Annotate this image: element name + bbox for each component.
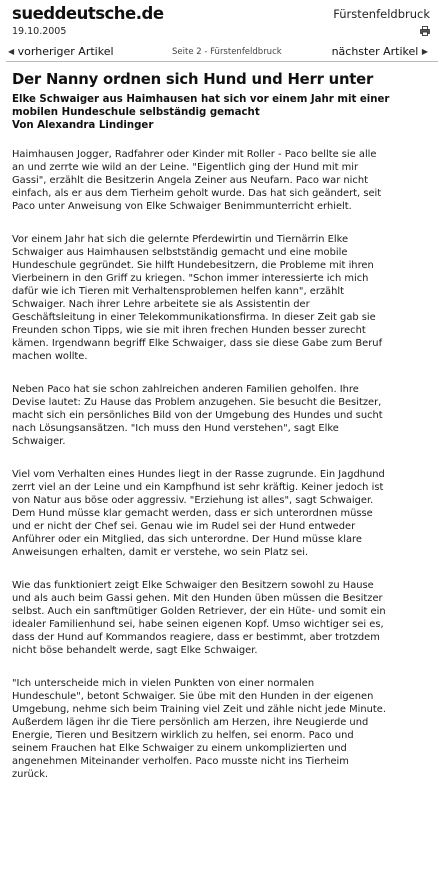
article-title: Der Nanny ordnen sich Hund und Herr unter [12, 71, 374, 88]
paragraph-line: Viel vom Verhalten eines Hundes liegt in der Rasse zugrunde. Ein Jagdhund [12, 469, 385, 481]
article-body [12, 148, 440, 781]
nav-divider [6, 61, 438, 62]
paragraph-line: an und zerrte wie wild an der Leine. "Eigentlich ging der Hund mit mir [12, 162, 359, 174]
article-paragraph [12, 677, 440, 781]
paragraph-line: Schwaiger. [12, 436, 66, 448]
paragraph-line: Dem Hund müsse klar gemacht werden, dass er sich unterordnen müsse [12, 508, 373, 520]
paragraph-line: nicht böse behandelt werde, sagt Elke Schwaiger. [12, 645, 258, 657]
paragraph-line: Energie, Tieren und Besitzern wirklich zu helfen, sei enorm. Paco und [12, 730, 354, 742]
paragraph-line: Hundeschule gegründet. Sie hilft Hundebesitzern, die Probleme mit ihren [12, 260, 374, 272]
paragraph-line: machen wollte. [12, 351, 88, 363]
paragraph-line: angenehmen Miteinander verholfen. Paco musste nicht ins Tierheim [12, 756, 349, 768]
paragraph-line: seinem Frauchen hat Elke Schwaiger zu einem unkomplizierten und [12, 743, 347, 755]
paragraph-line: einfach, als er aus dem Tierheim geholt wurde. Das hat sich geändert, seit [12, 188, 382, 200]
site-logo[interactable]: sueddeutsche.de [12, 4, 164, 23]
date-row [6, 26, 440, 39]
paragraph-line: Devise lautet: Zu Hause das Problem anzugehen. Sie besucht die Besitzer, [12, 397, 382, 409]
paragraph-line: und er nicht der Chef sei. Genau wie im Rudel sei der Hund entweder [12, 521, 356, 533]
paragraph-line: zurück. [12, 769, 49, 781]
paragraph-line: Außerdem lägen ihr die Tiere persönlich am Herzen, ihre Neugierde und [12, 717, 369, 729]
paragraph-line: Paco unter Anweisung von Elke Schwaiger Benimmunterricht erhielt. [12, 201, 352, 213]
article-paragraph [12, 383, 440, 448]
lead-line: mobilen Hundeschule selbständig gemacht [12, 106, 260, 118]
printer-icon[interactable] [420, 26, 430, 36]
paragraph-line: Vierbeinern in den Griff zu kriegen. "Schon immer interessierte ich mich [12, 273, 369, 285]
paragraph-line: "Ich unterscheide mich in vielen Punkten von einer normalen [12, 678, 315, 690]
paragraph-line: Geschäftsleitung in einer Telekommunikationsfirma. In dieser Zeit gab sie [12, 312, 376, 324]
paragraph-line: und als auch beim Gassi gehen. Mit den Hunden üben müssen die Besitzer [12, 593, 383, 605]
article-paragraph [12, 468, 440, 559]
article-paragraph [12, 233, 440, 363]
paragraph-line: kämen. Irgendwann begriff Elke Schwaiger, dass sie diese Gabe zum Beruf [12, 338, 383, 350]
publication-date: 19.10.2005 [12, 26, 67, 37]
paragraph-line: zerrt viel an der Leine und ein Kampfhund ist sehr kräftig. Keiner jedoch ist [12, 482, 384, 494]
lead-line: Elke Schwaiger aus Haimhausen hat sich vor einem Jahr mit einer [12, 94, 390, 105]
arrow-right-icon: ▶ [421, 47, 428, 56]
paragraph-line: Schwaiger aus Haimhausen selbstständig gemacht und eine mobile [12, 247, 348, 259]
paragraph-line: Hundeschule", betont Schwaiger. Sie übe mit den Hunden in der eigenen [12, 691, 374, 703]
section-name: Fürstenfeldbruck [333, 7, 430, 21]
paragraph-line: Anweisungen erhalten, damit er verstehe, wo sein Platz sei. [12, 547, 309, 559]
page-indicator: Seite 2 - Fürstenfeldbruck [172, 47, 282, 57]
paragraph-line: Anführer oder ein Mitglied, das sich unterordne. Der Hund müsse klare [12, 534, 362, 546]
paragraph-line: macht sich ein persönliches Bild von der Umgebung des Hundes und sucht [12, 410, 383, 422]
article-paragraph [12, 579, 440, 657]
author-byline: Von Alexandra Lindinger [12, 119, 154, 131]
paragraph-line: Neben Paco hat sie schon zahlreichen anderen Familien geholfen. Ihre [12, 384, 359, 396]
next-article-label: nächster Artikel [331, 45, 419, 58]
next-article-link[interactable] [332, 45, 428, 58]
paragraph-line: dafür wie ich Tieren mit Verhaltensproblemen helfen kann", erzählt [12, 286, 344, 298]
paragraph-line: Freunden schon Tipps, wie sie mit ihren frechen Hunden besser zurecht [12, 325, 366, 337]
article-paragraph [12, 148, 440, 213]
paragraph-line: selbst. Auch ein sanftmütiger Golden Retriever, der ein Hüte- und somit ein [12, 606, 386, 618]
prev-article-link[interactable] [8, 45, 114, 58]
paragraph-line: nach Lösungsansätzen. "Ich muss den Hund verstehen", sagt Elke [12, 423, 339, 435]
paragraph-line: Umgebung, nehme sich beim Training viel Zeit und zähle nicht jede Minute. [12, 704, 386, 716]
paragraph-line: Wie das funktioniert zeigt Elke Schwaiger den Besitzern sowohl zu Hause [12, 580, 374, 592]
paragraph-line: idealer Familienhund sei, habe seinen eigenen Kopf. Umso wichtiger sei es, [12, 619, 384, 631]
paragraph-line: von Natur aus böse oder aggressiv. "Erziehung ist alles", sagt Schwaiger. [12, 495, 374, 507]
paragraph-line: Haimhausen Jogger, Radfahrer oder Kinder mit Roller - Paco bellte sie alle [12, 149, 377, 161]
paragraph-line: Schwaiger. Nach ihrer Lehre arbeitete sie als Assistentin der [12, 299, 310, 311]
article-lead [12, 94, 440, 132]
article-navigation [6, 41, 440, 63]
prev-article-label: vorheriger Artikel [17, 45, 114, 58]
site-header [6, 0, 440, 26]
arrow-left-icon: ◀ [8, 47, 15, 56]
paragraph-line: dass der Hund auf Kommandos reagiere, dass er bestimmt, aber trotzdem [12, 632, 380, 644]
paragraph-line: Gassi", erzählt die Besitzerin Angela Zeiner aus Neufarn. Paco war nicht [12, 175, 368, 187]
paragraph-line: Vor einem Jahr hat sich die gelernte Pferdewirtin und Tiernärrin Elke [12, 234, 349, 246]
